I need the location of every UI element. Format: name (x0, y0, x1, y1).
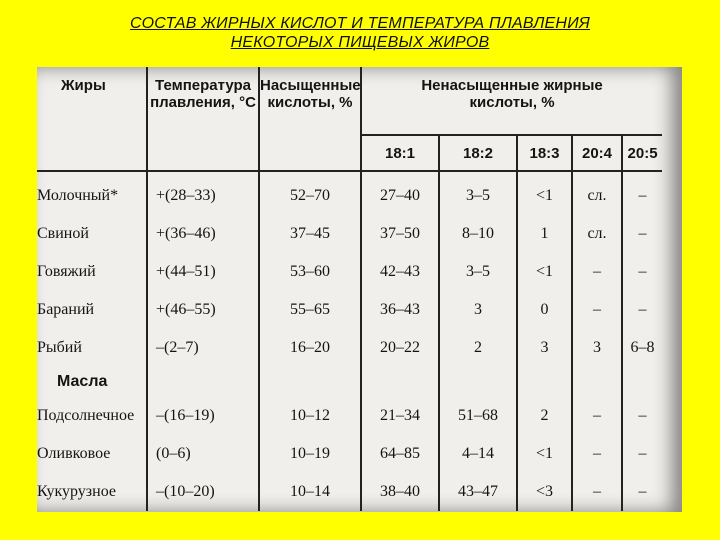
cell-18-1: 21–34 (361, 397, 439, 435)
header-fats: Жиры (37, 67, 147, 171)
cell-18-3: <1 (517, 177, 572, 215)
table-row (37, 473, 662, 511)
cell-saturated: 37–45 (259, 215, 361, 253)
fatty-acids-table (37, 67, 662, 511)
table-row (37, 253, 662, 291)
cell-20-4: 3 (572, 329, 622, 367)
cell-melting: –(10–20) (147, 473, 259, 511)
header-unsaturated-line-2: кислоты, % (469, 94, 555, 111)
cell-18-2: 43–47 (439, 473, 517, 511)
slide-title-line-1: СОСТАВ ЖИРНЫХ КИСЛОТ И ТЕМПЕРАТУРА ПЛАВЛЕНИЯ (130, 15, 590, 32)
header-unsaturated-line-1: Ненасыщенные жирные (421, 77, 603, 94)
subheader-18-2: 18:2 (439, 135, 517, 171)
cell-18-2: 3 (439, 291, 517, 329)
cell-20-4: – (572, 291, 622, 329)
cell-melting: –(2–7) (147, 329, 259, 367)
header-saturated (259, 67, 361, 171)
cell-18-1: 20–22 (361, 329, 439, 367)
cell-18-1: 38–40 (361, 473, 439, 511)
header-melting-line-2: плавления, °С (150, 94, 256, 111)
cell-saturated: 10–19 (259, 435, 361, 473)
cell-18-2: 8–10 (439, 215, 517, 253)
cell-18-1: 27–40 (361, 177, 439, 215)
cell-saturated: 53–60 (259, 253, 361, 291)
cell-melting: +(44–51) (147, 253, 259, 291)
scanned-table-image (37, 67, 682, 512)
header-saturated-line-2: кислоты, % (267, 94, 353, 111)
cell-18-2: 4–14 (439, 435, 517, 473)
cell-20-5: – (622, 177, 662, 215)
header-saturated-line-1: Насыщенные (260, 77, 361, 94)
cell-melting: +(28–33) (147, 177, 259, 215)
cell-20-4: – (572, 473, 622, 511)
cell-20-5: – (622, 215, 662, 253)
cell-fat-name: Молочный* (37, 187, 119, 204)
table-row (37, 215, 662, 253)
subheader-18-3: 18:3 (517, 135, 572, 171)
cell-20-4: сл. (572, 177, 622, 215)
cell-18-1: 37–50 (361, 215, 439, 253)
cell-20-4: сл. (572, 215, 622, 253)
cell-saturated: 10–14 (259, 473, 361, 511)
table-row (37, 329, 662, 367)
section-label-oils: Масла (57, 373, 108, 390)
cell-melting: –(16–19) (147, 397, 259, 435)
cell-saturated: 55–65 (259, 291, 361, 329)
cell-20-4: – (572, 397, 622, 435)
cell-melting: (0–6) (147, 435, 259, 473)
cell-20-5: 6–8 (622, 329, 662, 367)
cell-saturated: 16–20 (259, 329, 361, 367)
header-unsaturated (361, 67, 662, 135)
cell-18-3: 0 (517, 291, 572, 329)
cell-20-5: – (622, 435, 662, 473)
section-row-oils (37, 367, 662, 397)
cell-18-1: 36–43 (361, 291, 439, 329)
cell-fat-name: Бараний (37, 301, 95, 318)
cell-20-4: – (572, 435, 622, 473)
cell-18-1: 42–43 (361, 253, 439, 291)
table-row (37, 291, 662, 329)
cell-melting: +(36–46) (147, 215, 259, 253)
slide-title-line-2: НЕКОТОРЫХ ПИЩЕВЫХ ЖИРОВ (230, 34, 490, 51)
cell-18-1: 64–85 (361, 435, 439, 473)
cell-fat-name: Свиной (37, 225, 89, 242)
cell-20-5: – (622, 397, 662, 435)
cell-20-5: – (622, 291, 662, 329)
cell-20-4: – (572, 253, 622, 291)
cell-saturated: 10–12 (259, 397, 361, 435)
table-row (37, 435, 662, 473)
cell-fat-name: Подсолнечное (37, 407, 135, 424)
header-melting-line-1: Температура (155, 77, 251, 94)
header-melting-temp (147, 67, 259, 171)
cell-20-5: – (622, 253, 662, 291)
cell-18-2: 3–5 (439, 253, 517, 291)
cell-18-3: <1 (517, 435, 572, 473)
cell-18-3: 2 (517, 397, 572, 435)
cell-fat-name: Оливковое (37, 445, 111, 462)
subheader-18-1: 18:1 (361, 135, 439, 171)
cell-fat-name: Кукурузное (37, 483, 116, 500)
table-row (37, 397, 662, 435)
cell-18-3: 3 (517, 329, 572, 367)
subheader-20-5: 20:5 (622, 135, 662, 171)
cell-18-2: 2 (439, 329, 517, 367)
subheader-20-4: 20:4 (572, 135, 622, 171)
cell-18-3: 1 (517, 215, 572, 253)
cell-18-2: 51–68 (439, 397, 517, 435)
cell-melting: +(46–55) (147, 291, 259, 329)
cell-18-2: 3–5 (439, 177, 517, 215)
cell-18-3: <3 (517, 473, 572, 511)
cell-fat-name: Рыбий (37, 339, 82, 356)
cell-saturated: 52–70 (259, 177, 361, 215)
cell-20-5: – (622, 473, 662, 511)
cell-18-3: <1 (517, 253, 572, 291)
table-row (37, 177, 662, 215)
cell-fat-name: Говяжий (37, 263, 96, 280)
slide-title (0, 14, 720, 52)
